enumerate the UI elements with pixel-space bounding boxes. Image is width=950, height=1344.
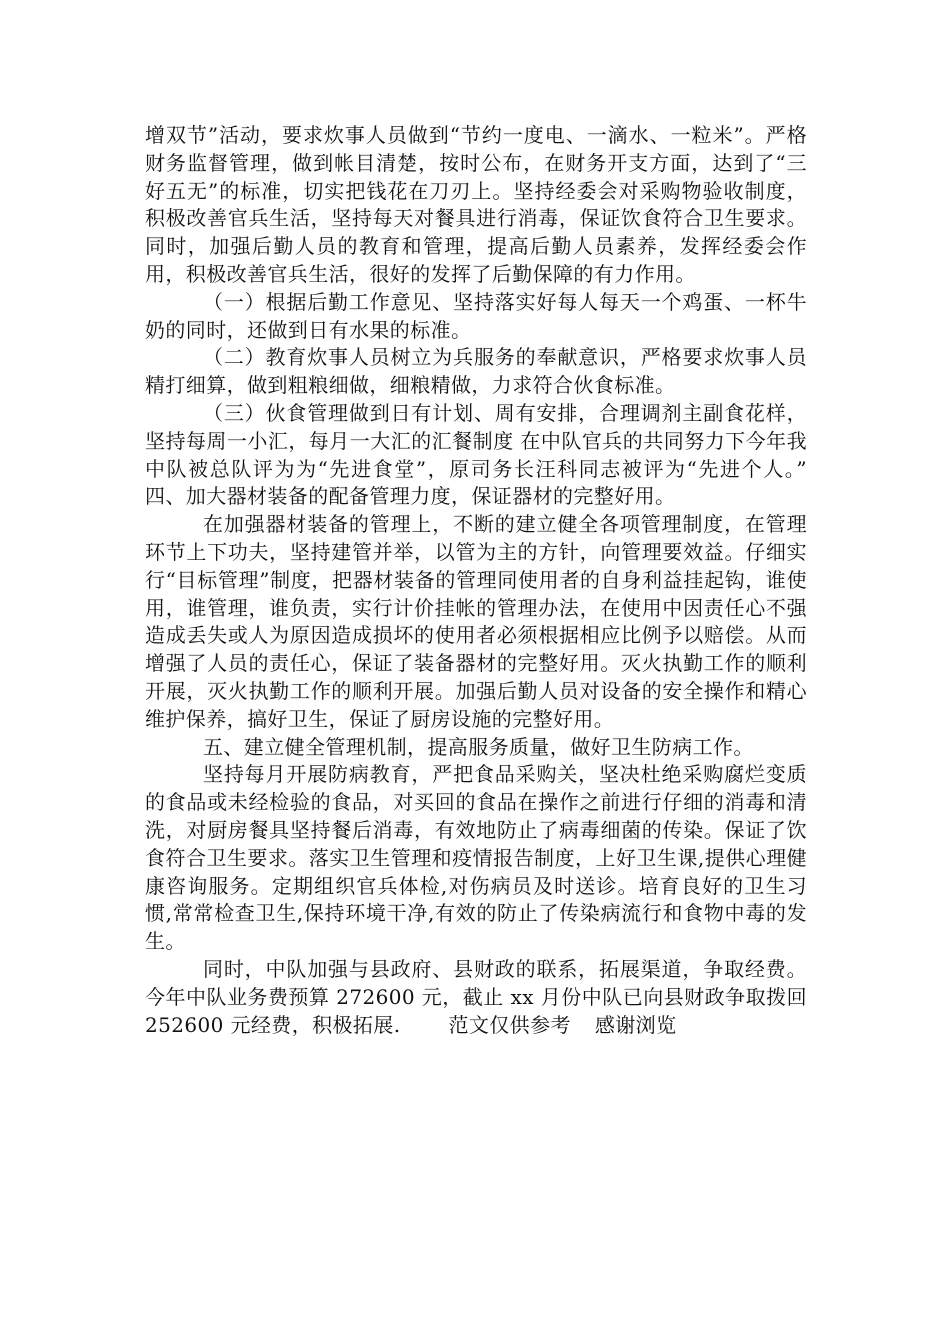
- paragraph-item-3: （三）伙食管理做到日有计划、周有安排，合理调剂主副食花样，坚持每周一小汇，每月一大汇的汇餐制度 在中队官兵的共同努力下今年我中队被总队评为为“先进食堂”，原司务长汪科同志被评为“先进个人。” 四、加大器材装备的配备管理力度，保证器材的完整好用。: [145, 400, 807, 509]
- footer-note-thanks: 感谢浏览: [594, 1012, 677, 1037]
- section-heading-5: 五、建立健全管理机制，提高服务质量，做好卫生防病工作。: [203, 734, 754, 759]
- document-body: [145, 122, 807, 1039]
- paragraph-item-2: （二）教育炊事人员树立为兵服务的奉献意识，严格要求炊事人员精打细算，做到粗粮细做，细粮精做，力求符合伙食标准。: [145, 345, 807, 398]
- paragraph-equipment: 在加强器材装备的管理上，不断的建立健全各项管理制度，在管理环节上下功夫，坚持建管并举，以管为主的方针，向管理要效益。仔细实行“目标管理”制度，把器材装备的管理同使用者的自身利益挂起钩，谁使用，谁管理，谁负责，实行计价挂帐的管理办法，在使用中因责任心不强造成丢失或人为原因造成损坏的使用者必须根据相应比例予以赔偿。从而增强了人员的责任心，保证了装备器材的完整好用。灭火执勤工作的顺利开展，灭火执勤工作的顺利开展。加强后勤人员对设备的安全操作和精心维护保养，搞好卫生，保证了厨房设施的完整好用。: [145, 512, 807, 731]
- paragraph-logistics-intro: 增双节”活动，要求炊事人员做到“节约一度电、一滴水、一粒米”。严格财务监督管理，做到帐目清楚，按时公布，在财务开支方面，达到了“三好五无”的标准，切实把钱花在刀刃上。坚持经委会对采购物验收制度，积极改善官兵生活，坚持每天对餐具进行消毒，保证饮食符合卫生要求。同时，加强后勤人员的教育和管理，提高后勤人员素养，发挥经委会作用，积极改善官兵生活，很好的发挥了后勤保障的有力作用。: [145, 123, 807, 286]
- paragraph-hygiene: 坚持每月开展防病教育，严把食品采购关，坚决杜绝采购腐烂变质的食品或未经检验的食品，对买回的食品在操作之前进行仔细的消毒和清洗，对厨房餐具坚持餐后消毒，有效地防止了病毒细菌的传染。保证了饮食符合卫生要求。落实卫生管理和疫情报告制度，上好卫生课,提供心理健康咨询服务。定期组织官兵体检,对伤病员及时送诊。培育良好的卫生习惯,常常检查卫生,保持环境干净,有效的防止了传染病流行和食物中毒的发生。: [145, 762, 807, 954]
- footer-note-reference: 范文仅供参考: [448, 1012, 571, 1037]
- paragraph-item-1: （一）根据后勤工作意见、坚持落实好每人每天一个鸡蛋、一杯牛奶的同时，还做到日有水果的标准。: [145, 289, 807, 342]
- paragraph-funding-text: 同时，中队加强与县政府、县财政的联系，拓展渠道，争取经费。今年中队业务费预算 272600 元，截止 xx 月份中队已向县财政争取拨回 252600 元经费，积极拓展.: [145, 956, 807, 1037]
- paragraph-funding: [145, 956, 807, 1039]
